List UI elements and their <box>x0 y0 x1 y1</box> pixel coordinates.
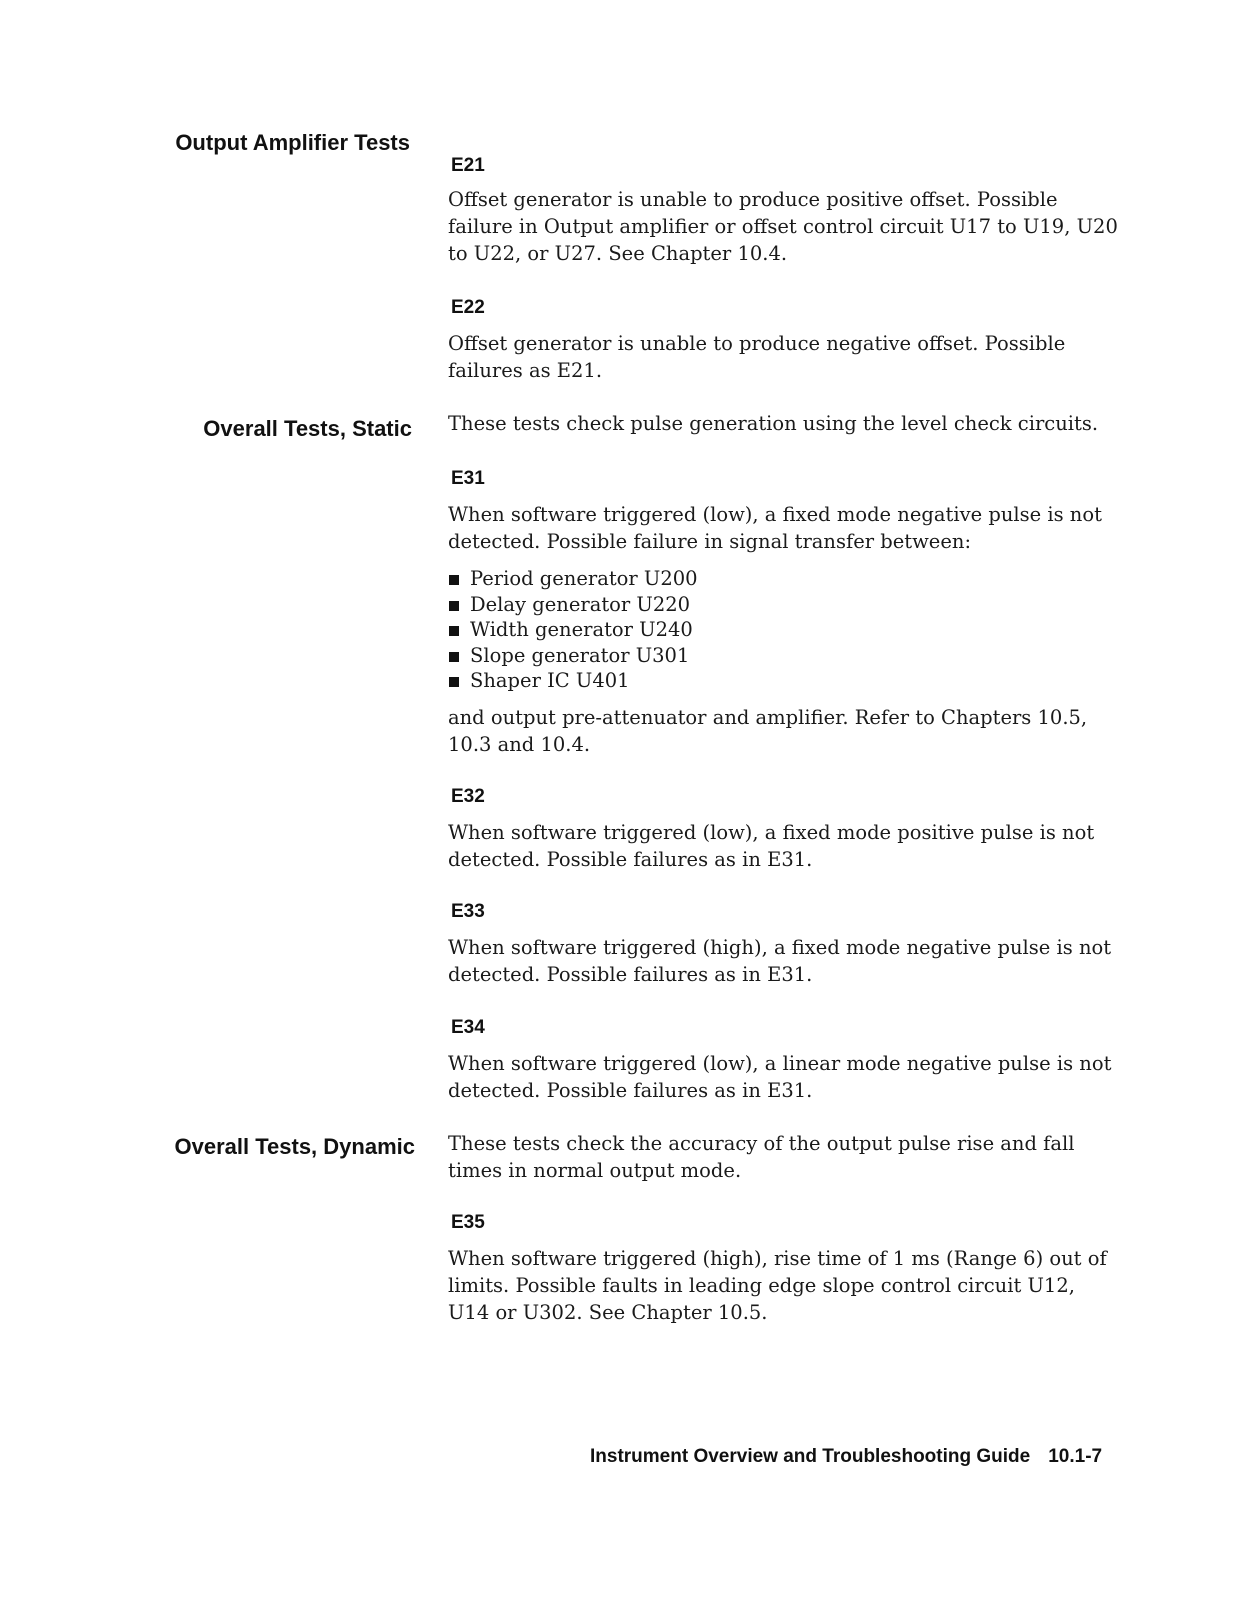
bullet-icon <box>449 575 459 585</box>
error-code-e34: E34 <box>451 1017 485 1038</box>
bullet-icon <box>449 601 459 611</box>
page-number: 10.1-7 <box>1048 1446 1103 1467</box>
list-item <box>448 643 1098 669</box>
section-heading-output-amplifier-tests: Output Amplifier Tests <box>175 130 410 155</box>
error-description-e33: When software triggered (high), a fixed mode negative pulse is not detected. Possible failures as in E31. <box>448 936 1112 986</box>
list-item-text: Period generator U200 <box>470 567 698 590</box>
error-description-e35: When software triggered (high), rise time of 1 ms (Range 6) out of limits. Possible faults in leading edge slope control circuit U12, U14 or U302. See Chapter 10.5. <box>448 1247 1107 1324</box>
error-code-e35: E35 <box>451 1212 485 1233</box>
footer-title: Instrument Overview and Troubleshooting Guide <box>590 1446 1031 1467</box>
error-code-e21: E21 <box>451 155 485 176</box>
error-description-e22: Offset generator is unable to produce negative offset. Possible failures as E21. <box>448 332 1066 382</box>
error-description-e34: When software triggered (low), a linear mode negative pulse is not detected. Possible failures as in E31. <box>448 1052 1112 1102</box>
error-description-e21: Offset generator is unable to produce positive offset. Possible failure in Output amplifier or offset control circuit U17 to U19, U20 to U22, or U27. See Chapter 10.4. <box>448 188 1118 265</box>
list-item-text: Width generator U240 <box>470 618 693 641</box>
error-description-e31-continued: and output pre-attenuator and amplifier. Refer to Chapters 10.5, 10.3 and 10.4. <box>448 706 1088 756</box>
section-heading-overall-tests-dynamic: Overall Tests, Dynamic <box>174 1134 415 1159</box>
section-intro-overall-tests-static: These tests check pulse generation using the level check circuits. <box>448 412 1099 435</box>
section-heading-overall-tests-static: Overall Tests, Static <box>203 416 412 441</box>
bullet-icon <box>449 677 459 687</box>
list-item-text: Shaper IC U401 <box>470 669 630 692</box>
list-item-text: Slope generator U301 <box>470 643 690 667</box>
section-intro-overall-tests-dynamic: These tests check the accuracy of the output pulse rise and fall times in normal output mode. <box>448 1132 1075 1182</box>
bullet-icon <box>449 626 459 636</box>
list-item <box>448 592 1098 618</box>
error-code-e22: E22 <box>451 297 485 318</box>
list-item <box>448 668 1098 694</box>
list-item <box>448 617 1098 643</box>
page-footer <box>590 1446 1115 1468</box>
list-item-text: Delay generator U220 <box>470 592 691 616</box>
e31-component-list <box>448 566 1098 694</box>
error-description-e32: When software triggered (low), a fixed mode positive pulse is not detected. Possible failures as in E31. <box>448 821 1095 871</box>
error-code-e31: E31 <box>451 468 485 489</box>
error-code-e33: E33 <box>451 901 485 922</box>
bullet-icon <box>449 652 459 662</box>
list-item <box>448 566 1098 592</box>
error-code-e32: E32 <box>451 786 485 807</box>
error-description-e31: When software triggered (low), a fixed mode negative pulse is not detected. Possible failure in signal transfer between: <box>448 503 1102 553</box>
